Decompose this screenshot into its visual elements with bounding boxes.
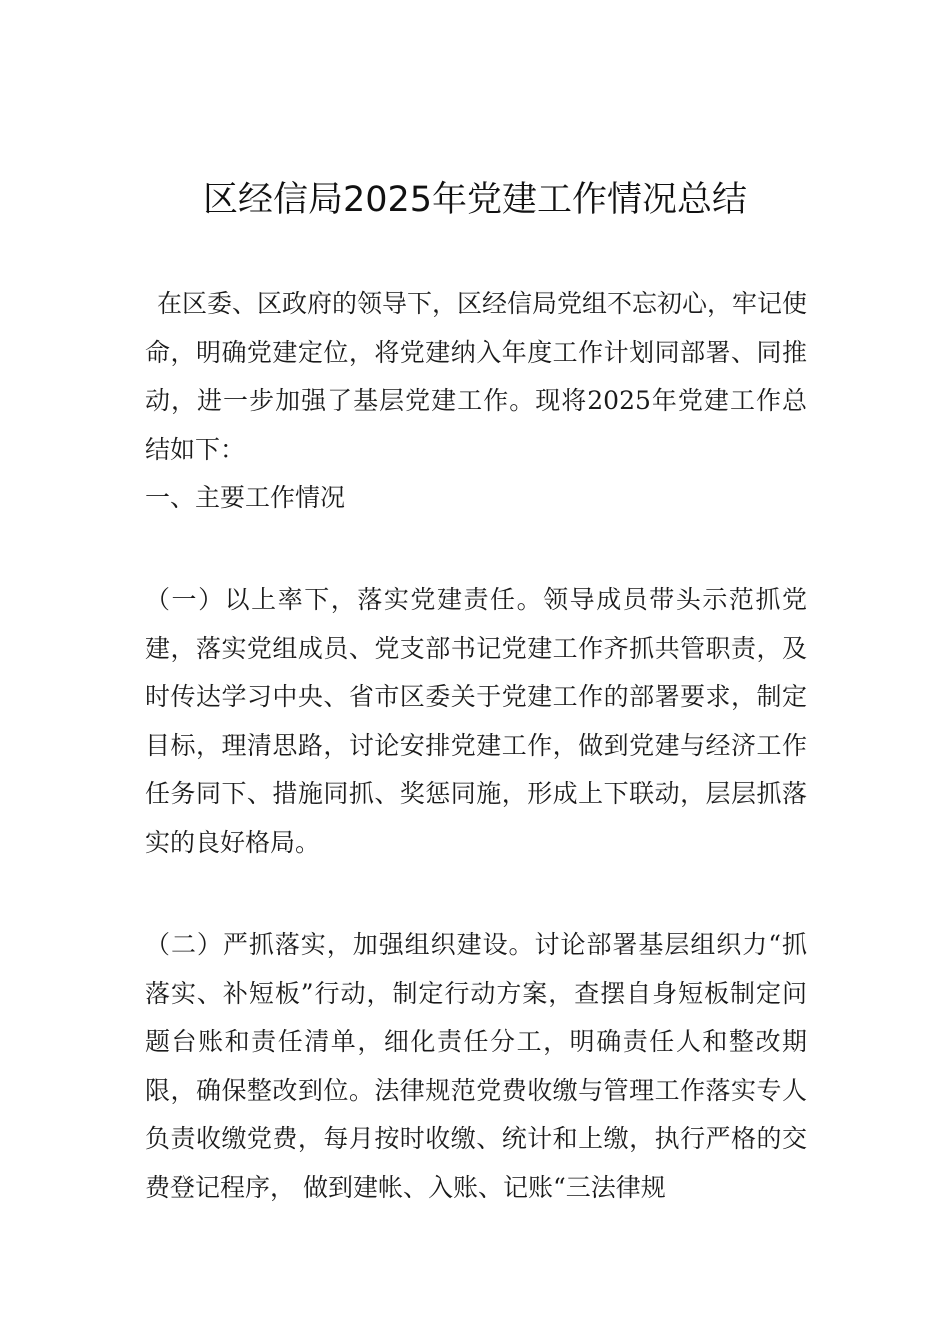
intro-paragraph: 在区委、区政府的领导下，区经信局党组不忘初心，牢记使命，明确党建定位，将党建纳入年度工作计划同部署、同推动，进一步加强了基层党建工作。现将2025年党建工作总结如下： — [145, 289, 808, 464]
section-2-paragraph: （二）严抓落实，加强组织建设。讨论部署基层组织力“抓落实、补短板”行动，制定行动方案，查摆自身短板制定问题台账和责任清单，细化责任分工，明确责任人和整改期限，确保整改到位。法律规范党费收缴与管理工作落实专人负责收缴党费，每月按时收缴、统计和上缴，执行严格的交费登记程序， 做到建帐、入账、记账“三法律规 — [145, 930, 807, 1202]
section-heading: 一、主要工作情况 — [145, 483, 346, 512]
document-title: 区经信局2025年党建工作情况总结 — [202, 180, 748, 220]
section-1-paragraph: （一）以上率下，落实党建责任。领导成员带头示范抓党建，落实党组成员、党支部书记党建工作齐抓共管职责，及时传达学习中央、省市区委关于党建工作的部署要求，制定目标，理清思路，讨论安排党建工作，做到党建与经济工作任务同下、措施同抓、奖惩同施，形成上下联动，层层抓落实的良好格局。 — [145, 585, 807, 857]
